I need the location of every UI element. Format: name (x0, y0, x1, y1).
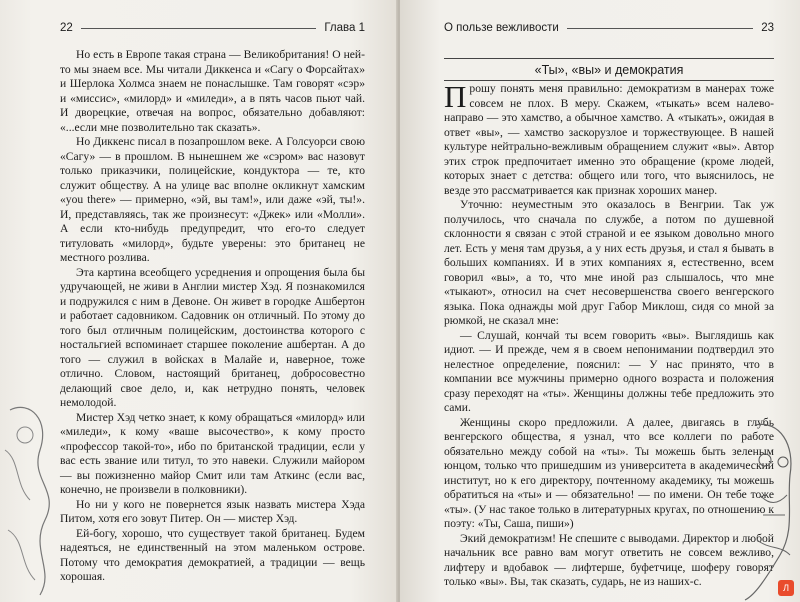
running-title: О пользе вежливости (444, 22, 559, 34)
paragraph: — Слушай, кончай ты всем говорить «вы». Выглядишь как идиот. — И прежде, чем я в своем непонимании подтвердил это нелестное определение, пояснил: — У нас принято, что в компании все мужчины примерно одного возраста и положения сразу переходят на «ты». Женщины должны тебе предложить это сами. (444, 328, 774, 414)
paragraph: Экий демократизм! Не спешите с выводами. Директор и любой начальник все равно вам могут ответить не совсем вежливо, лифтеру и вдобавок — лифтерше, буфетчице, шоферу говорят только «вы». Вы, так сказать, сударь, не из наших-с. (444, 531, 774, 588)
paragraph: Женщины скоро предложили. А далее, двигаясь в глубь венгерского общества, я узнал, что все коллеги по работе обязательно между собой на «ты». Ты можешь быть зеленым юнцом, только что пришедшим из университета в академический институт, но к его директору, почтенному академику, ты можешь обратиться на «ты» и — обязательно! — по имени. Он тебе тоже «ты». (У нас такое только в литературных кругах, по отношению к поэту: «Ты, Саша, пиши») (444, 415, 774, 530)
section-title: «Ты», «вы» и демократия (444, 58, 774, 81)
sketch-doodle-left (0, 390, 70, 602)
left-page-number: 22 (60, 22, 73, 34)
paragraph (444, 79, 774, 198)
sketch-face-doodle (735, 420, 800, 602)
right-running-head (444, 22, 774, 34)
left-body-text (60, 48, 365, 585)
paragraph: Уточню: неуместным это оказалось в Венгрии. Так уж получилось, что сначала по службе, а потом по душевной склонности я связан с этой страной и ее языком довольно много лет. Есть у меня там друзья, а у них есть друзья, и стал я бывать в больших компаниях. И в этих компаниях я, естественно, всем говорил «вы», а то, что мне иной раз слышалось, что мне «тыкают», относил на счет несовершенства своего венгерского языка. Пока однажды мой друг Габор Миклош, сидя со мной за рюмкой, не сказал мне: (444, 198, 774, 327)
header-rule (81, 28, 317, 29)
paragraph: Мистер Хэд четко знает, к кому обращаться «милорд» или «миледи», к кому «ваше высочество», к кому просто «профессор такой-то», ибо по британской традиции, если у вас есть звание или титул, то это навеки. Служили майором — вы пожизненно майор Смит или там Аткинс (если вас, конечно, не произвели в полковники). (60, 410, 365, 496)
paragraph: Но есть в Европе такая страна — Великобритания! О ней-то мы знаем все. Мы читали Диккенса и «Сагу о Форсайтах» и Шерлока Холмса знаем не понаслышке. Там говорят «сэр» и «миссис», «милорд» и «миледи», а в пять часов пьют чай. И дворецкие, отвечая на вопрос, обязательно добавляют: «...если мне позволительно так сказать». (60, 48, 365, 134)
left-running-head (60, 22, 365, 34)
chapter-title: Глава 1 (324, 22, 365, 34)
right-page (400, 0, 800, 602)
paragraph: Но Диккенс писал в позапрошлом веке. А Голсуорси свою «Сагу» — в прошлом. В нынешнем же «сэром» вас назовут только приказчики, полицейские, кондуктора — те, кто служит обществу. А на улице вас вполне окликнут хамским «you there» — примерно, «эй, вы там!», или даже «эй, ты!». И, представляясь, так же произнесут: «Джек» или «Молли». А если кто-нибудь предупредит, что его-то следует титуловать «милорд», будьте уверены: это британец не местного розлива. (60, 135, 365, 264)
left-page (0, 0, 398, 602)
paragraph-text: рошу понять меня правильно: демократизм в манерах тоже совсем не плох. В меру. Скажем, «тыкать» всем налево-направо — это хамство, а обычное хамство. А «тыкать», ожидая в ответ «вы», — хамство заскорузлое и торжествующее. В нашей культуре нейтрально-вежливым обращением служит «вы». Автор этих строк предпочитает именно это обращение (кроме людей, которых знает с детства: общего или того, что выяснилось, не везде это рассматривается как признак хороших манер. (444, 82, 774, 197)
header-rule (567, 28, 753, 29)
paragraph: Ей-богу, хорошо, что существует такой британец. Будем надеяться, не единственный на этом маленьком острове. Потому что демократия демократией, а традиции — вещь хорошая. (60, 526, 365, 583)
right-page-number: 23 (761, 22, 774, 34)
drop-cap: П (444, 79, 467, 114)
right-body-text (444, 79, 774, 590)
corner-logo-badge: Л (778, 580, 794, 596)
paragraph: Эта картина всеобщего усреднения и опрощения была бы удручающей, не живи в Англии мистер Хэд. Я познакомился и подружился с ним в Девоне. Он живет в городке Ашбертон и работает садовником. Садовник он отличный. По этому до того был отличным полицейским, достоинства которого с ностальгией вспоминает старшее поколение ашбертан. А до того — служил в войсках в Малайе и, наверное, тоже отлично. Словом, настоящий британец, добросовестно делающий свое дело, и, как нетрудно понять, человек немолодой. (60, 265, 365, 409)
paragraph: Но ни у кого не повернется язык назвать мистера Хэда Питом, хотя его зовут Питер. Он — мистер Хэд. (60, 497, 365, 525)
